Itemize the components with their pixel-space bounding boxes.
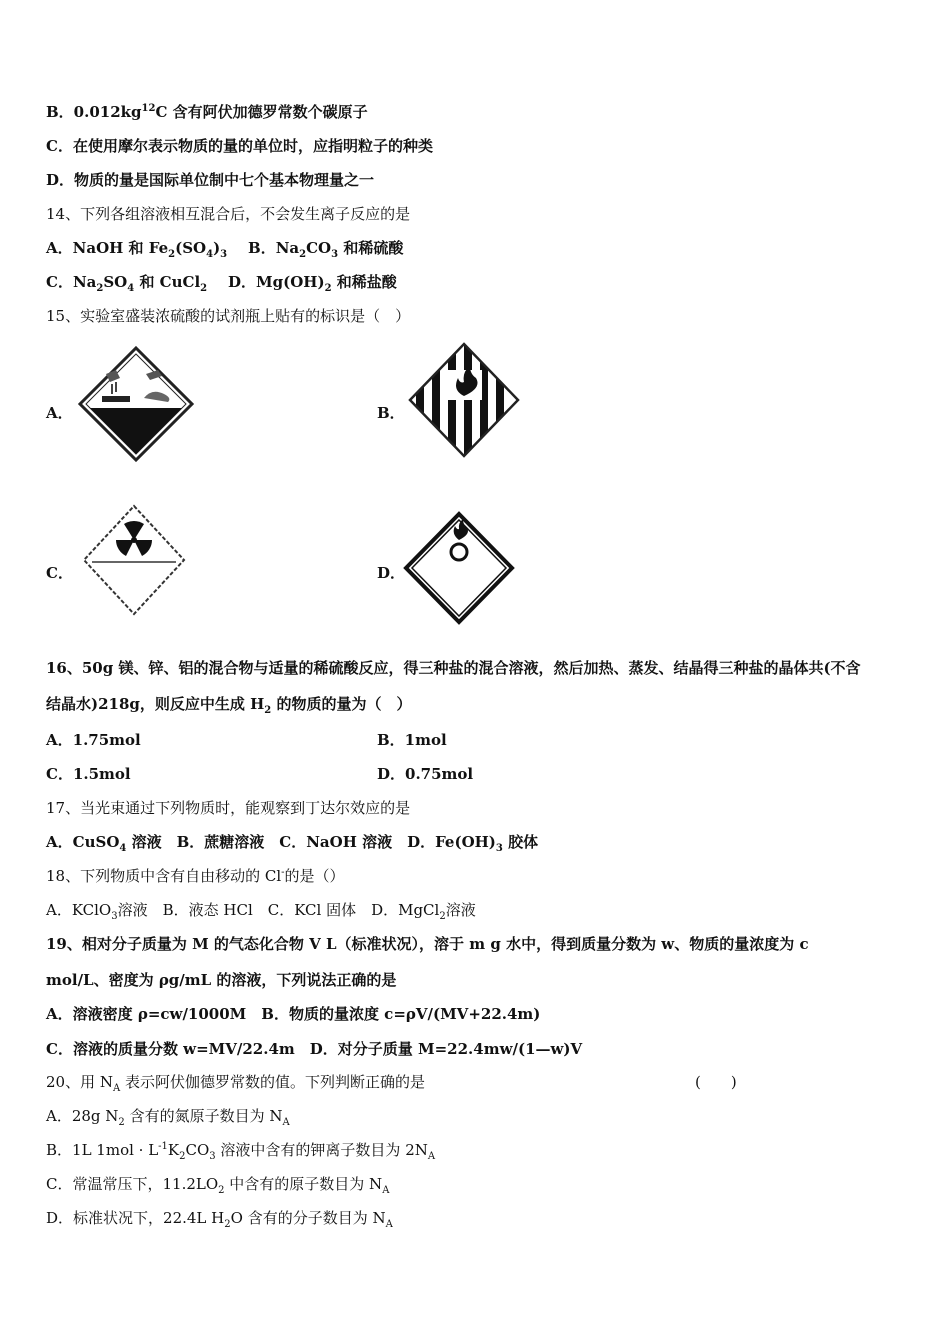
- q15-option-d-label: D．: [377, 564, 406, 582]
- option-d-base-quantity: D．物质的量是国际单位制中七个基本物理量之一: [46, 171, 375, 189]
- q16-option-c: C．1.5mol: [46, 765, 131, 783]
- question-19-cont: mol/L、密度为 ρg/mL 的溶液，下列说法正确的是: [46, 971, 397, 989]
- q20-option-d: D．标准状况下，22.4L $H_2O$ 含有的分子数目为 $N_A$: [46, 1209, 393, 1230]
- q16-option-a: A．1.75mol: [46, 731, 141, 749]
- question-16-cont: 结晶水)218g，则反应中生成 $H_2$ 的物质的量为（ ）: [46, 695, 412, 716]
- question-19-options-ab: A．溶液密度 ρ=cw/1000M B．物质的量浓度 c=ρV/(MV+22.4m): [46, 1005, 541, 1023]
- question-14-options-cd: C．$Na_2SO_4$ 和 CuCl$_2$ D．$Mg(OH)_2$ 和稀盐酸: [46, 273, 397, 294]
- question-17-options: A．CuSO$_4$ 溶液 B．蔗糖溶液 C．NaOH 溶液 D．$Fe(OH)_3$ 胶体: [46, 833, 539, 854]
- q20-option-c: C．常温常压下，$11.2LO_2$ 中含有的原子数目为 $N_A$: [46, 1175, 390, 1196]
- question-18: 18、下列物质中含有自由移动的 Cl-的是（）: [46, 867, 345, 885]
- flammable-solid-sign-icon: [406, 340, 522, 460]
- question-18-options: A．KClO$_3$溶液 B．液态 HCl C．KCl 固体 D．MgCl$_2$溶液: [46, 901, 476, 922]
- question-19: 19、相对分子质量为 M 的气态化合物 V L（标准状况），溶于 m g 水中，得到质量分数为 w、物质的量浓度为 c: [46, 935, 809, 953]
- radioactive-sign-icon: [80, 502, 188, 618]
- q15-option-b-label: B．: [377, 404, 405, 422]
- question-14: 14、下列各组溶液相互混合后，不会发生离子反应的是: [46, 205, 411, 223]
- q15-option-a-label: A．: [46, 404, 73, 422]
- option-b-carbon: B．$0.012kg^{12}C$ 含有阿伏加德罗常数个碳原子: [46, 103, 368, 121]
- corrosive-sign-icon: [76, 344, 196, 464]
- question-20: 20、用 $N_A$ 表示阿伏伽德罗常数的值。下列判断正确的是: [46, 1073, 425, 1094]
- question-16: 16、50g 镁、锌、铝的混合物与适量的稀硫酸反应，得三种盐的混合溶液，然后加热、蒸发、结晶得三种盐的晶体共(不含: [46, 659, 861, 677]
- q16-option-b: B．1mol: [377, 731, 447, 749]
- question-15: 15、实验室盛装浓硫酸的试剂瓶上贴有的标识是（ ）: [46, 307, 411, 325]
- option-c-mole-unit: C．在使用摩尔表示物质的量的单位时，应指明粒子的种类: [46, 137, 433, 155]
- question-14-options-ab: A．NaOH 和 $Fe_2(SO_4)_3$ B．$Na_2CO_3$ 和稀硫酸: [46, 239, 404, 260]
- question-17: 17、当光束通过下列物质时，能观察到丁达尔效应的是: [46, 799, 411, 817]
- q20-option-b: B．1L $1mol \cdot L^{-1}K_2CO_3$ 溶液中含有的钾离子数目为 $2N_A$: [46, 1141, 436, 1162]
- question-20-answer-paren: ( ): [695, 1073, 737, 1091]
- q15-option-c-label: C．: [46, 564, 73, 582]
- question-19-options-cd: C．溶液的质量分数 w=MV/22.4m D．对分子质量 M=22.4mw/(1—w)V: [46, 1040, 583, 1058]
- q16-option-d: D．0.75mol: [377, 765, 474, 783]
- q20-option-a: A．28g $N_2$ 含有的氮原子数目为 $N_A$: [46, 1107, 290, 1128]
- oxidizer-sign-icon: [402, 510, 516, 626]
